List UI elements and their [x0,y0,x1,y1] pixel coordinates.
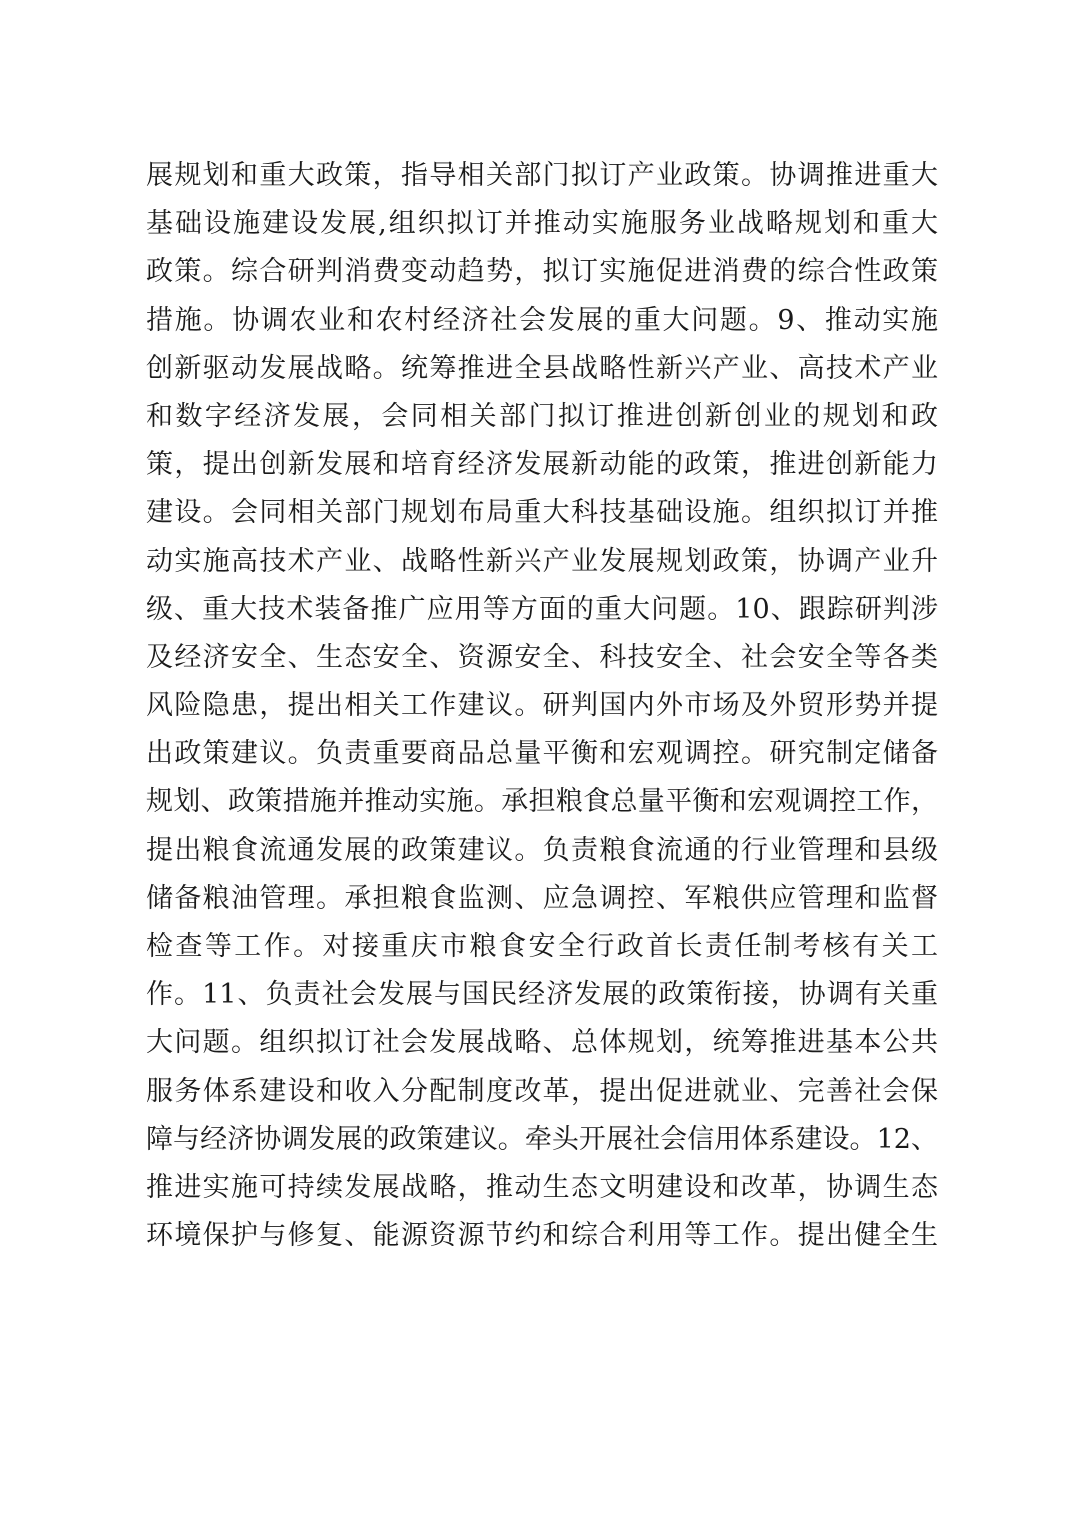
text-line: 出政策建议。负责重要商品总量平衡和宏观调控。研究制定储备 [146,738,938,770]
text-line: 检查等工作。对接重庆市粮食安全行政首长责任制考核有关工 [146,931,938,962]
text-line: 措施。协调农业和农村经济社会发展的重大问题。9、推动实施 [146,304,938,336]
text-line: 建设。会同相关部门规划布局重大科技基础设施。组织拟订并推 [146,497,938,529]
text-line: 基础设施建设发展,组织拟订并推动实施服务业战略规划和重大 [146,208,938,240]
text-line: 环境保护与修复、能源资源节约和综合利用等工作。提出健全生 [146,1220,938,1252]
text-line: 动实施高技术产业、战略性新兴产业发展规划政策，协调产业升 [146,545,938,577]
text-line: 展规划和重大政策，指导相关部门拟订产业政策。协调推进重大 [146,160,938,191]
body-text [146,152,938,1260]
text-line: 提出粮食流通发展的政策建议。负责粮食流通的行业管理和县级 [146,834,938,866]
text-line: 政策。综合研判消费变动趋势，拟订实施促进消费的综合性政策 [146,256,938,288]
text-line: 级、重大技术装备推广应用等方面的重大问题。10、跟踪研判涉 [146,593,938,625]
text-line: 和数字经济发展，会同相关部门拟订推进创新创业的规划和政 [146,400,938,432]
text-line: 风险隐患，提出相关工作建议。研判国内外市场及外贸形势并提 [146,690,938,722]
text-line: 大问题。组织拟订社会发展战略、总体规划，统筹推进基本公共 [146,1027,938,1059]
text-line: 策，提出创新发展和培育经济发展新动能的政策，推进创新能力 [146,449,938,481]
text-line: 障与经济协调发展的政策建议。牵头开展社会信用体系建设。12、 [146,1123,938,1155]
text-line: 储备粮油管理。承担粮食监测、应急调控、军粮供应管理和监督 [146,882,938,914]
text-line: 创新驱动发展战略。统筹推进全县战略性新兴产业、高技术产业 [146,352,938,384]
text-line: 及经济安全、生态安全、资源安全、科技安全、社会安全等各类 [146,641,938,673]
text-line: 推进实施可持续发展战略，推动生态文明建设和改革，协调生态 [146,1171,938,1203]
text-line: 规划、政策措施并推动实施。承担粮食总量平衡和宏观调控工作， [146,786,938,818]
text-line: 作。11、负责社会发展与国民经济发展的政策衔接，协调有关重 [146,979,938,1011]
text-line: 服务体系建设和收入分配制度改革，提出促进就业、完善社会保 [146,1075,938,1107]
